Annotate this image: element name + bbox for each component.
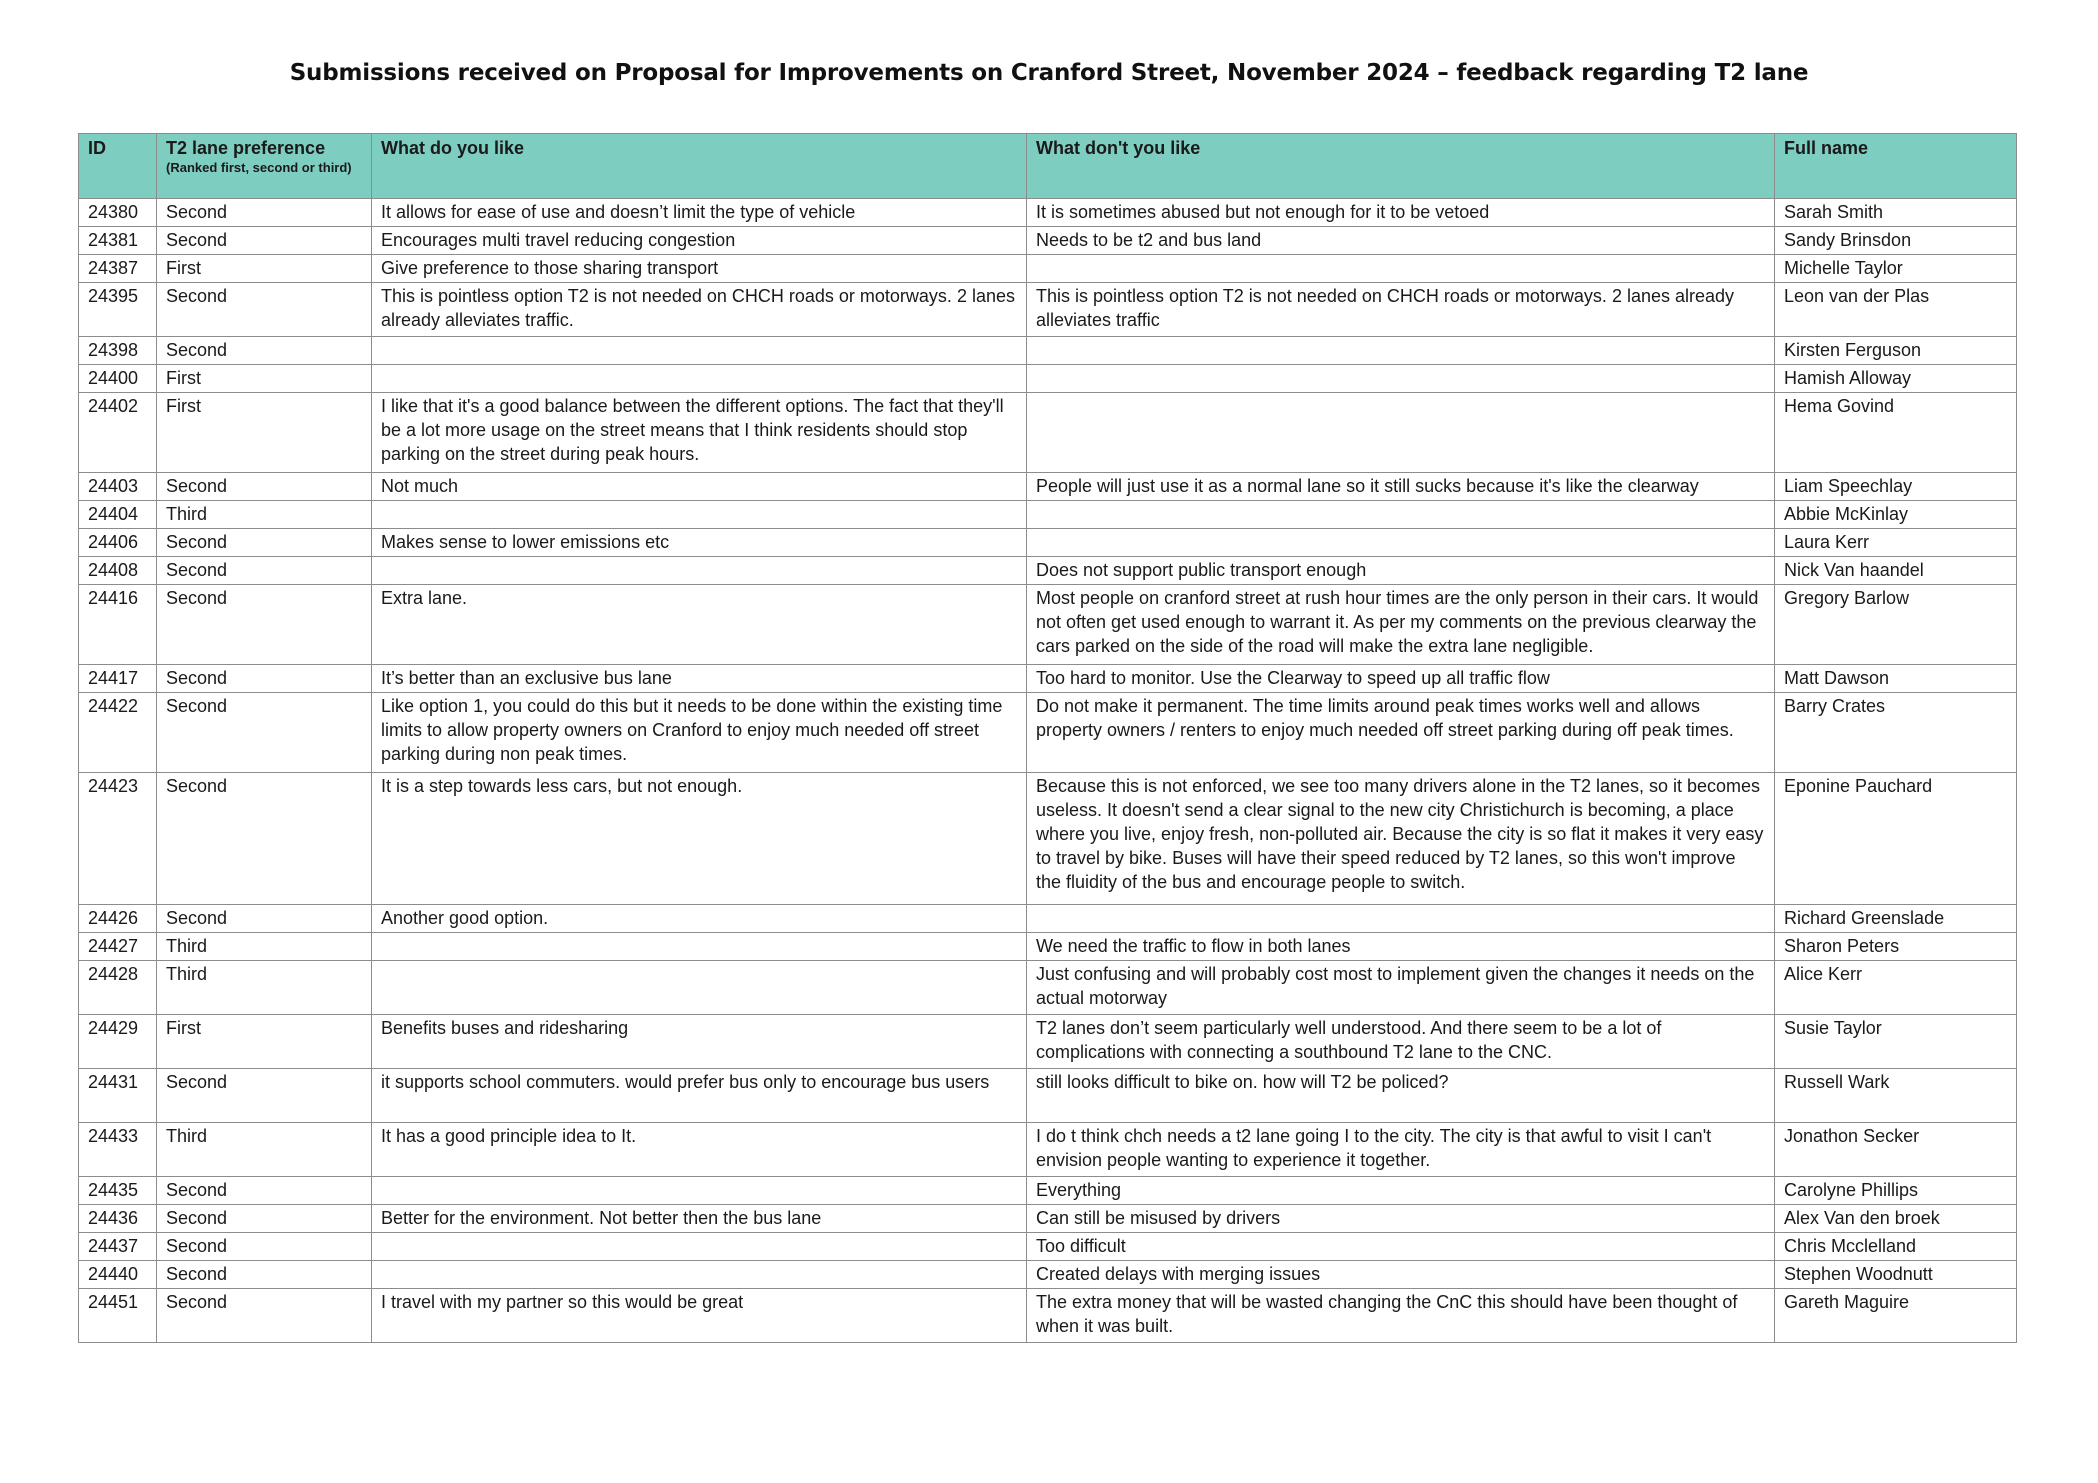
- cell-name: Sharon Peters: [1775, 933, 2017, 961]
- cell-name: Abbie McKinlay: [1775, 501, 2017, 529]
- cell-like: This is pointless option T2 is not needed on CHCH roads or motorways. 2 lanes already alleviates traffic.: [372, 283, 1027, 337]
- cell-dislike: Because this is not enforced, we see too many drivers alone in the T2 lanes, so it becomes useless. It doesn't send a clear signal to the new city Christichurch is becoming, a place where you live, enjoy fresh, non-polluted air. Because the city is so flat it makes it very easy to travel by bike. Buses will have their speed reduced by T2 lanes, so this won't improve the fluidity of the bus and encourage people to switch.: [1027, 773, 1775, 905]
- column-header-preference-note: (Ranked first, second or third): [166, 160, 352, 175]
- cell-like: Give preference to those sharing transport: [372, 255, 1027, 283]
- cell-preference: Second: [157, 337, 372, 365]
- cell-preference: Second: [157, 1069, 372, 1123]
- cell-like: [372, 337, 1027, 365]
- table-row: [79, 585, 2017, 665]
- cell-id: 24417: [79, 665, 157, 693]
- table-row: [79, 337, 2017, 365]
- cell-dislike: Most people on cranford street at rush hour times are the only person in their cars. It would not often get used enough to warrant it. As per my comments on the previous clearway the cars parked on the side of the road will make the extra lane negligible.: [1027, 585, 1775, 665]
- cell-like: Another good option.: [372, 905, 1027, 933]
- cell-dislike: I do t think chch needs a t2 lane going I to the city. The city is that awful to visit I can't envision people wanting to experience it together.: [1027, 1123, 1775, 1177]
- cell-id: 24440: [79, 1261, 157, 1289]
- table-row: [79, 693, 2017, 773]
- table-row: [79, 255, 2017, 283]
- cell-id: 24387: [79, 255, 157, 283]
- cell-name: Gareth Maguire: [1775, 1289, 2017, 1343]
- cell-like: [372, 365, 1027, 393]
- cell-dislike: T2 lanes don’t seem particularly well understood. And there seem to be a lot of complications with connecting a southbound T2 lane to the CNC.: [1027, 1015, 1775, 1069]
- cell-id: 24433: [79, 1123, 157, 1177]
- cell-like: It has a good principle idea to It.: [372, 1123, 1027, 1177]
- cell-like: I travel with my partner so this would be great: [372, 1289, 1027, 1343]
- cell-like: [372, 933, 1027, 961]
- cell-dislike: Do not make it permanent. The time limits around peak times works well and allows property owners / renters to enjoy much needed off street parking during off peak times.: [1027, 693, 1775, 773]
- cell-id: 24403: [79, 473, 157, 501]
- table-row: [79, 1205, 2017, 1233]
- cell-name: Leon van der Plas: [1775, 283, 2017, 337]
- cell-like: [372, 1233, 1027, 1261]
- cell-name: Liam Speechlay: [1775, 473, 2017, 501]
- table-row: [79, 905, 2017, 933]
- cell-name: Alex Van den broek: [1775, 1205, 2017, 1233]
- column-header-id: ID: [79, 134, 157, 199]
- page-title: Submissions received on Proposal for Improvements on Cranford Street, November 2024 – feedback regarding T2 lane: [289, 60, 1809, 86]
- cell-like: Benefits buses and ridesharing: [372, 1015, 1027, 1069]
- cell-dislike: People will just use it as a normal lane so it still sucks because it's like the clearway: [1027, 473, 1775, 501]
- cell-like: Makes sense to lower emissions etc: [372, 529, 1027, 557]
- cell-id: 24426: [79, 905, 157, 933]
- cell-name: Barry Crates: [1775, 693, 2017, 773]
- cell-dislike: It is sometimes abused but not enough for it to be vetoed: [1027, 199, 1775, 227]
- table-row: [79, 1289, 2017, 1343]
- cell-name: Chris Mcclelland: [1775, 1233, 2017, 1261]
- table-row: [79, 1015, 2017, 1069]
- cell-like: [372, 1177, 1027, 1205]
- table-row: [79, 501, 2017, 529]
- cell-name: Sandy Brinsdon: [1775, 227, 2017, 255]
- column-header-name: Full name: [1775, 134, 2017, 199]
- table-row: [79, 283, 2017, 337]
- cell-name: Sarah Smith: [1775, 199, 2017, 227]
- cell-preference: Second: [157, 693, 372, 773]
- cell-like: [372, 961, 1027, 1015]
- cell-preference: Third: [157, 933, 372, 961]
- cell-id: 24406: [79, 529, 157, 557]
- cell-dislike: [1027, 255, 1775, 283]
- cell-id: 24381: [79, 227, 157, 255]
- cell-id: 24404: [79, 501, 157, 529]
- cell-preference: First: [157, 393, 372, 473]
- cell-name: Hema Govind: [1775, 393, 2017, 473]
- cell-id: 24436: [79, 1205, 157, 1233]
- submissions-table: [78, 133, 2017, 1343]
- cell-dislike: still looks difficult to bike on. how will T2 be policed?: [1027, 1069, 1775, 1123]
- table-row: [79, 227, 2017, 255]
- cell-id: 24431: [79, 1069, 157, 1123]
- table-row: [79, 665, 2017, 693]
- cell-preference: Second: [157, 1289, 372, 1343]
- table-header-row: [79, 134, 2017, 199]
- cell-dislike: Too hard to monitor. Use the Clearway to speed up all traffic flow: [1027, 665, 1775, 693]
- cell-preference: First: [157, 255, 372, 283]
- cell-preference: Third: [157, 961, 372, 1015]
- table-row: [79, 1123, 2017, 1177]
- cell-id: 24429: [79, 1015, 157, 1069]
- table-row: [79, 961, 2017, 1015]
- cell-id: 24423: [79, 773, 157, 905]
- cell-like: [372, 557, 1027, 585]
- cell-id: 24400: [79, 365, 157, 393]
- cell-id: 24427: [79, 933, 157, 961]
- table-row: [79, 557, 2017, 585]
- cell-preference: Second: [157, 473, 372, 501]
- table-row: [79, 1177, 2017, 1205]
- cell-dislike: Created delays with merging issues: [1027, 1261, 1775, 1289]
- cell-id: 24395: [79, 283, 157, 337]
- table-row: [79, 1233, 2017, 1261]
- cell-name: Alice Kerr: [1775, 961, 2017, 1015]
- cell-name: Susie Taylor: [1775, 1015, 2017, 1069]
- cell-name: Richard Greenslade: [1775, 905, 2017, 933]
- cell-id: 24402: [79, 393, 157, 473]
- cell-like: Better for the environment. Not better then the bus lane: [372, 1205, 1027, 1233]
- cell-name: Carolyne Phillips: [1775, 1177, 2017, 1205]
- cell-name: Laura Kerr: [1775, 529, 2017, 557]
- table-row: [79, 393, 2017, 473]
- cell-preference: Third: [157, 501, 372, 529]
- cell-dislike: [1027, 501, 1775, 529]
- cell-preference: Second: [157, 283, 372, 337]
- cell-preference: Second: [157, 585, 372, 665]
- cell-preference: Second: [157, 665, 372, 693]
- cell-like: Not much: [372, 473, 1027, 501]
- cell-dislike: Can still be misused by drivers: [1027, 1205, 1775, 1233]
- cell-like: [372, 501, 1027, 529]
- cell-like: It allows for ease of use and doesn’t limit the type of vehicle: [372, 199, 1027, 227]
- table-row: [79, 529, 2017, 557]
- column-header-dislike: What don't you like: [1027, 134, 1775, 199]
- cell-preference: Second: [157, 1233, 372, 1261]
- cell-id: 24435: [79, 1177, 157, 1205]
- cell-dislike: [1027, 337, 1775, 365]
- table-row: [79, 773, 2017, 905]
- table-row: [79, 1261, 2017, 1289]
- cell-id: 24408: [79, 557, 157, 585]
- cell-dislike: We need the traffic to flow in both lanes: [1027, 933, 1775, 961]
- table-row: [79, 1069, 2017, 1123]
- cell-name: Nick Van haandel: [1775, 557, 2017, 585]
- cell-dislike: This is pointless option T2 is not needed on CHCH roads or motorways. 2 lanes already alleviates traffic: [1027, 283, 1775, 337]
- cell-preference: First: [157, 1015, 372, 1069]
- cell-dislike: [1027, 365, 1775, 393]
- cell-like: It is a step towards less cars, but not enough.: [372, 773, 1027, 905]
- cell-dislike: Just confusing and will probably cost most to implement given the changes it needs on the actual motorway: [1027, 961, 1775, 1015]
- cell-id: 24416: [79, 585, 157, 665]
- column-header-preference-label: T2 lane preference: [166, 138, 326, 158]
- cell-id: 24428: [79, 961, 157, 1015]
- table-row: [79, 933, 2017, 961]
- cell-dislike: Does not support public transport enough: [1027, 557, 1775, 585]
- cell-id: 24451: [79, 1289, 157, 1343]
- cell-name: Gregory Barlow: [1775, 585, 2017, 665]
- cell-preference: Second: [157, 1261, 372, 1289]
- cell-dislike: Everything: [1027, 1177, 1775, 1205]
- cell-like: Extra lane.: [372, 585, 1027, 665]
- cell-preference: Second: [157, 199, 372, 227]
- cell-preference: Second: [157, 1177, 372, 1205]
- cell-preference: First: [157, 365, 372, 393]
- cell-dislike: [1027, 393, 1775, 473]
- cell-like: it supports school commuters. would prefer bus only to encourage bus users: [372, 1069, 1027, 1123]
- cell-name: Jonathon Secker: [1775, 1123, 2017, 1177]
- cell-id: 24398: [79, 337, 157, 365]
- cell-like: Like option 1, you could do this but it needs to be done within the existing time limits to allow property owners on Cranford to enjoy much needed off street parking during non peak times.: [372, 693, 1027, 773]
- cell-preference: Second: [157, 529, 372, 557]
- cell-name: Michelle Taylor: [1775, 255, 2017, 283]
- cell-dislike: [1027, 529, 1775, 557]
- cell-like: Encourages multi travel reducing congestion: [372, 227, 1027, 255]
- column-header-like: What do you like: [372, 134, 1027, 199]
- cell-preference: Second: [157, 905, 372, 933]
- cell-preference: Second: [157, 227, 372, 255]
- cell-preference: Second: [157, 557, 372, 585]
- cell-name: Eponine Pauchard: [1775, 773, 2017, 905]
- cell-id: 24437: [79, 1233, 157, 1261]
- table-row: [79, 365, 2017, 393]
- table-row: [79, 473, 2017, 501]
- cell-name: Hamish Alloway: [1775, 365, 2017, 393]
- cell-like: I like that it's a good balance between the different options. The fact that they'll be a lot more usage on the street means that I think residents should stop parking on the street during peak hours.: [372, 393, 1027, 473]
- cell-name: Kirsten Ferguson: [1775, 337, 2017, 365]
- cell-id: 24380: [79, 199, 157, 227]
- cell-dislike: Needs to be t2 and bus land: [1027, 227, 1775, 255]
- cell-name: Russell Wark: [1775, 1069, 2017, 1123]
- cell-preference: Second: [157, 773, 372, 905]
- cell-preference: Second: [157, 1205, 372, 1233]
- cell-name: Stephen Woodnutt: [1775, 1261, 2017, 1289]
- cell-dislike: The extra money that will be wasted changing the CnC this should have been thought of when it was built.: [1027, 1289, 1775, 1343]
- cell-preference: Third: [157, 1123, 372, 1177]
- cell-dislike: Too difficult: [1027, 1233, 1775, 1261]
- cell-id: 24422: [79, 693, 157, 773]
- cell-name: Matt Dawson: [1775, 665, 2017, 693]
- cell-dislike: [1027, 905, 1775, 933]
- cell-like: [372, 1261, 1027, 1289]
- table-row: [79, 199, 2017, 227]
- column-header-preference: [157, 134, 372, 199]
- cell-like: It’s better than an exclusive bus lane: [372, 665, 1027, 693]
